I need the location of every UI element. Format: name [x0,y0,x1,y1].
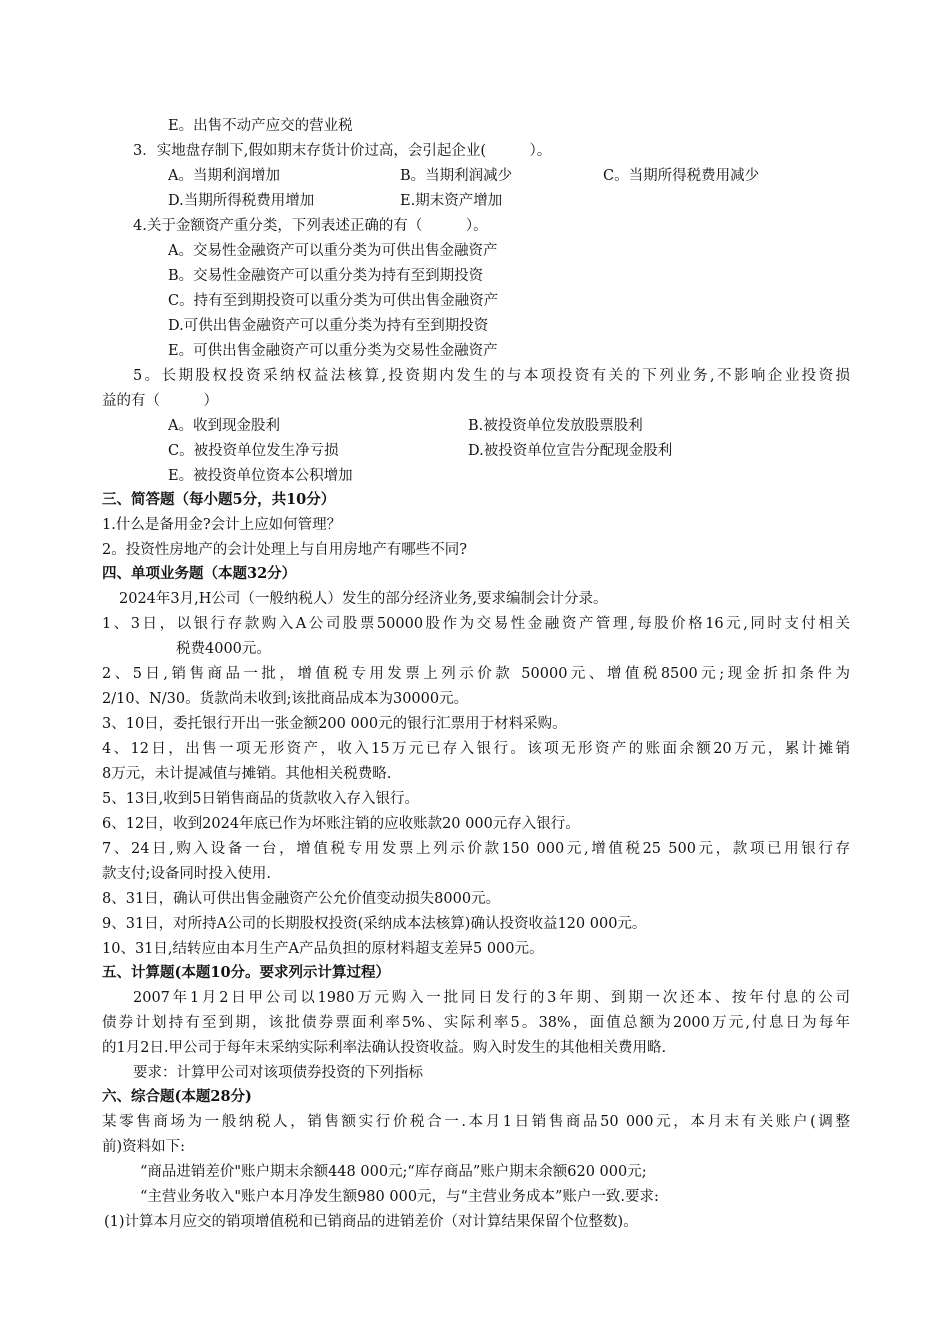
q5-stem-line2: 益的有（ ） [102,393,218,409]
section4-heading: 四、单项业务题（本题32分） [102,565,297,582]
q5-option-d: D.被投资单位宣告分配现金股利 [468,443,673,459]
section6-heading: 六、综合题(本题28分) [102,1088,252,1105]
section4-item1-line1: 1、3日，以银行存款购入A公司股票50000股作为交易性金融资产管理,每股价格16元,同时支付相关 [102,616,850,632]
section6-para-line2: 前)资料如下: [102,1139,186,1155]
section4-item2-line1: 2、5日,销售商品一批，增值税专用发票上列示价款 50000元、增值税8500元;现金折扣条件为 [102,666,850,682]
q5-option-a: A。收到现金股利 [168,418,280,434]
section5-heading: 五、计算题(本题10分。要求列示计算过程） [102,964,391,981]
q4-option-c: C。持有至到期投资可以重分类为可供出售金融资产 [168,293,499,309]
section3-q2: 2。投资性房地产的会计处理上与自用房地产有哪些不同? [102,542,467,558]
section4-intro: 2024年3月,H公司（一般纳税人）发生的部分经济业务,要求编制会计分录。 [119,591,608,607]
q4-option-d: D.可供出售金融资产可以重分类为持有至到期投资 [168,318,489,334]
q4-option-b: B。交易性金融资产可以重分类为持有至到期投资 [168,268,484,284]
q5-option-b: B.被投资单位发放股票股利 [468,418,643,434]
section5-para-line3: 的1月2日.甲公司于每年末采纳实际利率法确认投资收益。购入时发生的其他相关费用略. [102,1040,667,1056]
section5-para-line1: 2007年1月2日甲公司以1980万元购入一批同日发行的3年期、到期一次还本、按年付息的公司 [133,990,850,1006]
q3-option-a: A。当期利润增加 [168,168,280,184]
section3-q1: 1.什么是备用金?会计上应如何管理？ [102,517,342,533]
q4-option-a: A。交易性金融资产可以重分类为可供出售金融资产 [168,243,498,259]
q2-option-e: E。出售不动产应交的营业税 [168,118,353,134]
section6-data-line1: “商品进销差价"账户期末余额448 000元;“库存商品”账户期末余额620 000元; [140,1164,647,1180]
section3-heading: 三、简答题（每小题5分，共10分） [102,491,336,508]
q3-stem: 3．实地盘存制下,假如期末存货计价过高，会引起企业( ）。 [133,143,552,159]
q3-option-b: B。当期利润减少 [400,168,513,184]
section6-data-line2: “主营业务收入"账户本月净发生额980 000元，与“主营业务成本”账户一致.要求: [140,1189,659,1205]
section5-requirement: 要求：计算甲公司对该项债券投资的下列指标 [133,1065,423,1081]
section4-item10: 10、31日,结转应由本月生产A产品负担的原材料超支差异5 000元。 [102,941,544,957]
section4-item4-line2: 8万元，未计提减值与摊销。其他相关税费略. [102,766,392,782]
section4-item6: 6、12日，收到2024年底已作为坏账注销的应收账款20 000元存入银行。 [102,816,580,832]
section6-para-line1: 某零售商场为一般纳税人，销售额实行价税合一.本月1日销售商品50 000元，本月末有关账户(调整 [102,1114,850,1130]
q4-stem: 4.关于金额资产重分类，下列表述正确的有（ ）。 [133,218,488,234]
section4-item9: 9、31日，对所持A公司的长期股权投资(采纳成本法核算)确认投资收益120 000元。 [102,916,647,932]
q5-option-e: E。被投资单位资本公积增加 [168,468,353,484]
q3-option-c: C。当期所得税费用减少 [603,168,760,184]
section4-item2-line2: 2/10、N/30。货款尚未收到;该批商品成本为30000元。 [102,691,469,707]
section4-item8: 8、31日，确认可供出售金融资产公允价值变动损失8000元。 [102,891,501,907]
section4-item7-line2: 款支付;设备同时投入使用. [102,866,271,882]
section4-item4-line1: 4、12日，出售一项无形资产，收入15万元已存入银行。该项无形资产的账面余额20万元，累计摊销 [102,741,850,757]
q3-option-d: D.当期所得税费用增加 [168,193,315,209]
section4-item3: 3、10日，委托银行开出一张金额200 000元的银行汇票用于材料采购。 [102,716,567,732]
section4-item7-line1: 7、24日,购入设备一台，增值税专用发票上列示价款150 000元,增值税25 500元，款项已用银行存 [102,841,850,857]
section4-item5: 5、13日,收到5日销售商品的货款收入存入银行。 [102,791,420,807]
section5-para-line2: 债券计划持有至到期，该批债券票面利率5%、实际利率5。38%，面值总额为2000万元,付息日为每年 [102,1015,850,1031]
section4-item1-line2: 税费4000元。 [176,641,271,657]
q4-option-e: E。可供出售金融资产可以重分类为交易性金融资产 [168,343,498,359]
section6-sub1: (1)计算本月应交的销项增值税和已销商品的进销差价（对计算结果保留个位整数)。 [104,1214,638,1230]
q3-option-e: E.期末资产增加 [400,193,503,209]
q5-option-c: C。被投资单位发生净亏损 [168,443,339,459]
q5-stem-line1: 5。长期股权投资采纳权益法核算,投资期内发生的与本项投资有关的下列业务,不影响企业投资损 [133,368,850,384]
